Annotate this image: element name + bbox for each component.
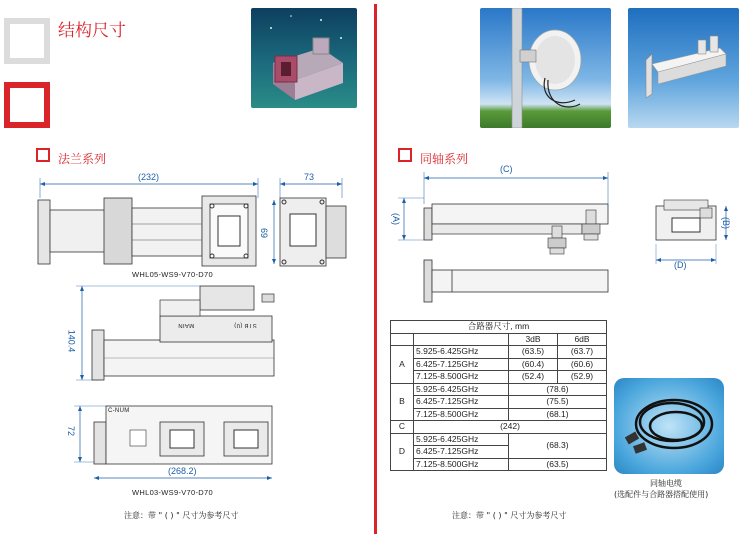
dim-side-height: 69 (259, 227, 270, 239)
dim-side-width: 73 (304, 172, 315, 182)
cable-caption-2: (选配件与合路器搭配使用) (614, 490, 709, 499)
coax-combiner-photo (628, 8, 739, 128)
row-group-d: D (391, 433, 414, 471)
table-cell: (242) (414, 421, 607, 434)
coax-cable-photo (614, 378, 724, 474)
coax-cable-illustration (614, 378, 724, 474)
flange-middle-view-drawing (0, 280, 374, 390)
table-cell: 7.125-8.500GHz (414, 371, 509, 384)
engrave-main: MAIN (178, 322, 195, 328)
page-title: 结构尺寸 (58, 21, 126, 41)
dim-top-length: (232) (138, 172, 160, 182)
table-cell: (52.4) (509, 371, 558, 384)
flange-series-marker (36, 148, 50, 162)
flange-combiner-illustration (251, 8, 357, 108)
table-cell: (78.6) (509, 383, 607, 396)
flange-note: 注意：带 " ( ) " 尺寸为参考尺寸 (124, 511, 239, 520)
table-cell: (68.1) (509, 408, 607, 421)
dim-b: (B) (721, 217, 731, 229)
dim-a: (A) (391, 213, 401, 225)
engrave-cnum: C-NUM (108, 408, 130, 414)
col-3db: 3dB (509, 333, 558, 346)
dim-d: (D) (674, 260, 687, 270)
table-cell: 5.925-6.425GHz (414, 346, 509, 359)
table-cell: (52.9) (558, 371, 607, 384)
table-cell: (60.4) (509, 358, 558, 371)
table-cell: 6.425-7.125GHz (414, 446, 509, 459)
dim-bottom-height: 72 (66, 425, 77, 437)
coax-note: 注意：带 " ( ) " 尺寸为参考尺寸 (452, 511, 567, 520)
dim-bottom-length: (268.2) (168, 466, 197, 476)
dim-c: (C) (500, 164, 513, 174)
dim-mid-height: 140.4 (66, 329, 77, 353)
table-cell: (63.5) (509, 458, 607, 471)
table-cell: (63.5) (509, 346, 558, 359)
flange-bottom-view-drawing (0, 400, 374, 490)
model-label-2: WHL03-WS9-V70-D70 (132, 488, 213, 497)
coax-combiner-illustration (628, 8, 739, 128)
table-cell: (75.5) (509, 396, 607, 409)
col-6db: 6dB (558, 333, 607, 346)
table-header: 合路器尺寸, mm (391, 321, 607, 334)
antenna-photo (480, 8, 611, 128)
row-group-a: A (391, 346, 414, 384)
table-cell: 7.125-8.500GHz (414, 408, 509, 421)
coax-series-title: 同轴系列 (420, 152, 469, 166)
coax-combiner-drawing (374, 160, 748, 310)
row-group-b: B (391, 383, 414, 421)
table-cell: 5.925-6.425GHz (414, 383, 509, 396)
combiner-dimension-table (390, 320, 607, 471)
cable-caption-1: 同轴电缆 (650, 479, 682, 488)
model-label-1: WHL05-WS9-V70-D70 (132, 270, 213, 279)
antenna-illustration (480, 8, 611, 128)
table-cell: (60.6) (558, 358, 607, 371)
table-cell: 6.425-7.125GHz (414, 358, 509, 371)
table-cell: (63.7) (558, 346, 607, 359)
table-cell: 5.925-6.425GHz (414, 433, 509, 446)
engrave-stb: STB (0) (234, 322, 257, 328)
table-cell: (68.3) (509, 433, 607, 458)
flange-combiner-photo (251, 8, 357, 108)
row-group-c: C (391, 421, 414, 434)
flange-series-title: 法兰系列 (58, 152, 107, 166)
table-cell: 7.125-8.500GHz (414, 458, 509, 471)
gray-square-decoration (4, 18, 50, 64)
table-cell: 6.425-7.125GHz (414, 396, 509, 409)
red-square-decoration (4, 82, 50, 128)
